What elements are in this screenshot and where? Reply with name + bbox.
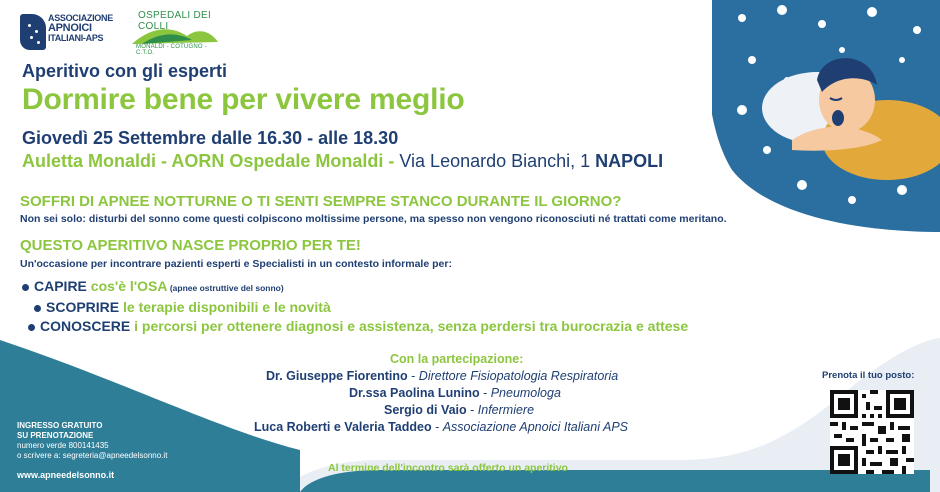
apnoici-logo <box>20 12 113 54</box>
colli-hills-mark <box>132 24 218 46</box>
apnoici-logo-text: ASSOCIAZIONE APNOICI ITALIANI-APS <box>48 13 113 43</box>
section-subtext: Un'occasione per incontrare pazienti esperti e Specialisti in un contesto informale per: <box>20 258 452 270</box>
event-subtitle: Aperitivo con gli esperti <box>22 61 228 81</box>
qr-code[interactable] <box>830 390 914 474</box>
ospedali-dei-colli-logo <box>128 8 224 56</box>
event-date: Giovedì 25 Settembre dalle 16.30 - alle 18.30 <box>22 128 399 148</box>
sleeping-person-illustration <box>712 0 940 232</box>
event-title: Dormire bene per vivere meglio <box>22 83 465 116</box>
closing-note: Al termine dell'incontro sarà offerto un aperitivo <box>328 462 568 474</box>
bullet-dot-icon <box>22 284 29 291</box>
colli-logo-subtitle: MONALDI - COTUGNO - C.T.O. <box>136 44 207 56</box>
booking-info: INGRESSO GRATUITO SU PRENOTAZIONE numero verde 800141435 o scrivere a: segreteria@apneedelsonno.it <box>17 421 168 460</box>
website-link[interactable]: www.apneedelsonno.it <box>17 470 115 480</box>
speaker-line: Luca Roberti e Valeria Taddeo - Associazione Apnoici Italiani APS <box>254 420 629 434</box>
event-venue <box>22 151 663 172</box>
participation-heading: Con la partecipazione: <box>390 352 524 366</box>
bullet-item: CONOSCERE i percorsi per ottenere diagnosi e assistenza, senza perdersi tra burocrazia e attese <box>28 318 688 334</box>
booking-label: Prenota il tuo posto: <box>822 370 915 381</box>
intro-question-subtext: Non sei solo: disturbi del sonno come questi colpiscono moltissime persone, ma spesso non vengono riconosciuti né trattati come meritano. <box>20 213 727 225</box>
section-title: QUESTO APERITIVO NASCE PROPRIO PER TE! <box>20 237 361 254</box>
apnoici-logo-mark <box>20 14 46 50</box>
speaker-line: Sergio di Vaio - Infermiere <box>384 403 535 417</box>
bullet-item: SCOPRIRE le terapie disponibili e le novità <box>34 299 331 315</box>
venue-address: Via Leonardo Bianchi, 1 <box>394 151 596 171</box>
speaker-line: Dr.ssa Paolina Lunino - Pneumologa <box>349 386 561 400</box>
colli-logo-name: OSPEDALI DEI COLLI <box>138 10 212 32</box>
speaker-line: Dr. Giuseppe Fiorentino - Direttore Fisiopatologia Respiratoria <box>266 369 619 383</box>
bullet-dot-icon <box>34 305 41 312</box>
bullet-item: CAPIRE cos'è l'OSA (apnee ostruttive del sonno) <box>22 278 284 294</box>
venue-city: NAPOLI <box>595 151 664 171</box>
venue-name: Auletta Monaldi - AORN Ospedale Monaldi - <box>22 151 395 171</box>
intro-question: SOFFRI DI APNEE NOTTURNE O TI SENTI SEMPRE STANCO DURANTE IL GIORNO? <box>20 193 622 210</box>
